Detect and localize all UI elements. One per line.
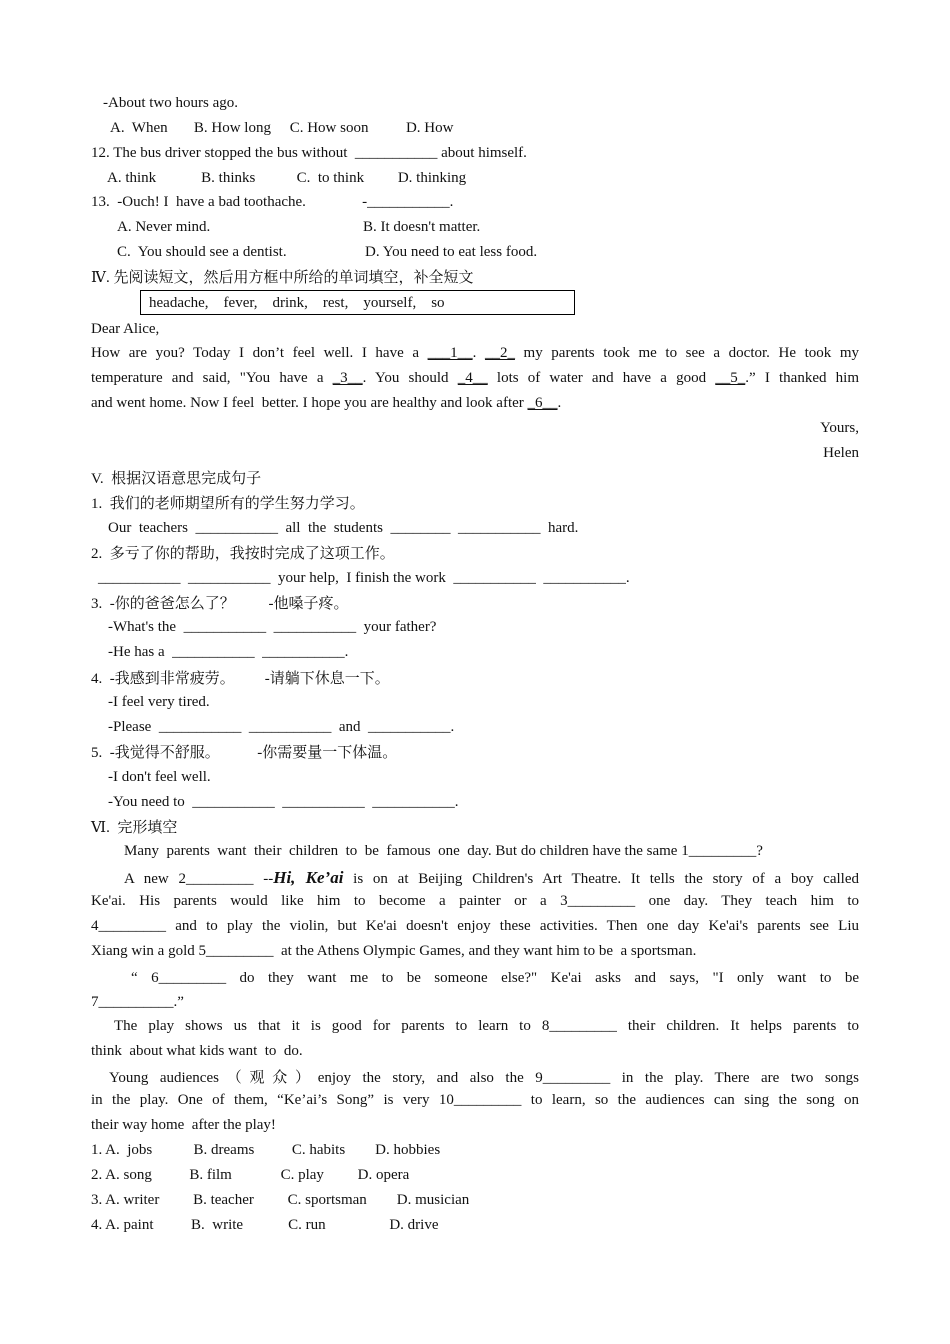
cloze-line-12: their way home after the play! bbox=[91, 1117, 276, 1133]
cloze-line-6: “ 6_________ do they want me to be someone else?" Ke'ai asks and says, "I only want to be bbox=[131, 970, 859, 986]
cloze-line-4: 4_________ and to play the violin, but Ke'ai doesn't enjoy these activities. Then one day Ke'ai's parents see Liu bbox=[91, 918, 859, 934]
letter-closing: Yours, bbox=[820, 420, 859, 436]
letter-signature: Helen bbox=[823, 445, 859, 461]
option-13c: C. You should see a dentist. bbox=[117, 244, 287, 260]
answer-line: -About two hours ago. bbox=[103, 95, 238, 111]
s5-q5-chinese: 5. -我觉得不舒服。 -你需要量一下体温。 bbox=[91, 745, 398, 761]
options-q12: A. think B. thinks C. to think D. thinking bbox=[107, 170, 467, 186]
option-13a: A. Never mind. bbox=[117, 219, 211, 235]
cloze-line-11: in the play. One of them, “Ke’ai’s Song” is very 10_________ to learn, so the audiences can sing the song on bbox=[91, 1092, 859, 1108]
s5-q1-chinese: 1. 我们的老师期望所有的学生努力学习。 bbox=[91, 496, 365, 512]
s5-q4-english-b: -Please ___________ ___________ and ___________. bbox=[108, 719, 455, 735]
cloze-line-3: Ke'ai. His parents would like him to become a painter or a 3_________ one day. They teach him to bbox=[91, 893, 859, 909]
cloze-line-2: A new 2_________ --Hi, Ke’ai is on at Beijing Children's Art Theatre. It tells the story of a boy called bbox=[124, 868, 859, 887]
s5-q5-english-a: -I don't feel well. bbox=[108, 769, 211, 785]
s5-q3-chinese: 3. -你的爸爸怎么了？ -他嗓子疼。 bbox=[91, 596, 349, 612]
letter-greeting: Dear Alice, bbox=[91, 321, 160, 337]
cloze-line-7: 7__________.” bbox=[91, 994, 184, 1010]
play-title: Hi, Ke’ai bbox=[273, 868, 344, 887]
s5-q4-chinese: 4. -我感到非常疲劳。 -请躺下休息一下。 bbox=[91, 671, 390, 687]
letter-line-3: and went home. Now I feel better. I hope you are healthy and look after _6__. bbox=[91, 395, 562, 411]
section-5-heading: V. 根据汉语意思完成句子 bbox=[91, 471, 262, 487]
cloze-line-1: Many parents want their children to be famous one day. But do children have the same 1_________? bbox=[124, 843, 763, 859]
cloze-line-9: think about what kids want to do. bbox=[91, 1043, 303, 1059]
s5-q5-english-b: -You need to ___________ ___________ ___________. bbox=[108, 794, 459, 810]
options-q11: A. When B. How long C. How soon D. How bbox=[110, 120, 454, 136]
option-13d: D. You need to eat less food. bbox=[365, 244, 538, 260]
s5-q3-english-b: -He has a ___________ ___________. bbox=[108, 644, 349, 660]
section-6-heading: Ⅵ. 完形填空 bbox=[91, 820, 178, 836]
letter-line-2: temperature and said, "You have a _3__. You should _4__ lots of water and have a good __5_.” I thanked him bbox=[91, 370, 859, 386]
cloze-options-1: 1. A. jobs B. dreams C. habits D. hobbies bbox=[91, 1142, 441, 1158]
cloze-line-8: The play shows us that it is good for parents to learn to 8_________ their children. It helps parents to bbox=[114, 1018, 859, 1034]
s5-q4-english-a: -I feel very tired. bbox=[108, 694, 210, 710]
s5-q2-chinese: 2. 多亏了你的帮助，我按时完成了这项工作。 bbox=[91, 546, 395, 562]
option-13b: B. It doesn't matter. bbox=[363, 219, 481, 235]
letter-line-1: How are you? Today I don’t feel well. I have a ___1__. __2_ my parents took me to see a doctor. He took my bbox=[91, 345, 860, 361]
s5-q2-english: ___________ ___________ your help, I finish the work ___________ ___________. bbox=[98, 570, 630, 586]
cloze-options-2: 2. A. song B. film C. play D. opera bbox=[91, 1167, 410, 1183]
cloze-options-3: 3. A. writer B. teacher C. sportsman D. musician bbox=[91, 1192, 470, 1208]
word-box-text: headache, fever, drink, rest, yourself, so bbox=[149, 295, 445, 311]
cloze-line-5: Xiang win a gold 5_________ at the Athens Olympic Games, and they want him to be a sportsman. bbox=[91, 943, 697, 959]
question-13: 13. -Ouch! I have a bad toothache. -___________. bbox=[91, 194, 454, 210]
s5-q1-english: Our teachers ___________ all the students ________ ___________ hard. bbox=[108, 520, 579, 536]
s5-q3-english-a: -What's the ___________ ___________ your father? bbox=[108, 619, 437, 635]
cloze-line-10: Young audiences（观众）enjoy the story, and also the 9_________ in the play. There are two songs bbox=[109, 1070, 859, 1086]
cloze-options-4: 4. A. paint B. write C. run D. drive bbox=[91, 1217, 439, 1233]
section-4-heading: Ⅳ. 先阅读短文，然后用方框中所给的单词填空，补全短文 bbox=[91, 270, 474, 286]
question-12: 12. The bus driver stopped the bus without ___________ about himself. bbox=[91, 145, 527, 161]
